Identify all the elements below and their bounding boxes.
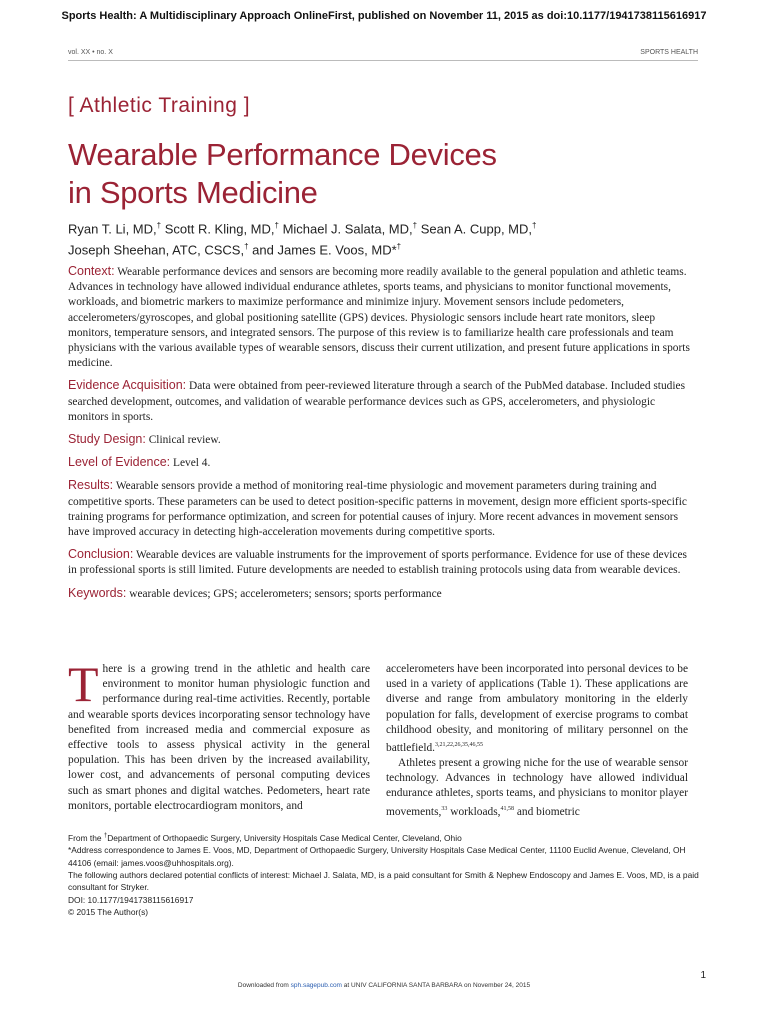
- body-paragraph: There is a growing trend in the athletic and health care environment to monitor human physiologic function and performance during real-time activities. Recently, portable and wearable sports devices incorporating sensor technology have benefited from increased media and commercial exposure as effective tools to assess physical activity in the general population. This has been driven by the increased availability, lower cost, and advancements of personal computing devices such as smart phones and digital watches. Pedometers, heart rate monitors, portable electrocardiogram monitors, and: [68, 656, 370, 812]
- download-notice: Downloaded from sph.sagepub.com at UNIV CALIFORNIA SANTA BARBARA on November 24, 2015: [237, 982, 531, 989]
- section-label: [ Athletic Training ]: [68, 94, 251, 117]
- affiliation-mark: †: [396, 242, 402, 252]
- abstract-heading: Level of Evidence:: [68, 455, 171, 470]
- running-header-volume: vol. XX • no. X: [68, 49, 113, 56]
- publication-banner: Sports Health: A Multidisciplinary Approach OnlineFirst, published on November 11, 2015 as doi:10.1177/1941738115616917: [61, 10, 707, 22]
- abstract-heading: Context:: [68, 264, 115, 278]
- author-li: Ryan T. Li, MD,: [68, 221, 157, 237]
- running-header-journal: SPORTS HEALTH: [640, 49, 698, 56]
- download-link[interactable]: sph.sagepub.com: [290, 982, 342, 989]
- abstract-text: Wearable devices are valuable instruments for the improvement of sports performance. Evidence for use of these devices in professional sports is still limited. Future developments are needed to establish training protocols using data from wearable devices.: [68, 549, 687, 577]
- drop-cap: T: [68, 656, 99, 712]
- author-cupp: Sean A. Cupp, MD,: [420, 221, 532, 237]
- citation-refs: 41,58: [500, 805, 515, 812]
- affiliation-mark: †: [274, 221, 279, 230]
- body-column-left: [68, 656, 370, 814]
- abstract-text: Clinical review.: [148, 434, 221, 447]
- abstract-keywords: [68, 586, 696, 602]
- author-sheehan: Joseph Sheehan, ATC, CSCS,: [68, 242, 245, 258]
- article-title: [68, 136, 708, 212]
- abstract-heading: Keywords:: [68, 585, 127, 600]
- footnote-copyright: © 2015 The Author(s): [68, 907, 149, 918]
- abstract-heading: Study Design:: [68, 432, 146, 447]
- abstract-evidence: [68, 378, 696, 425]
- author-salata: Michael J. Salata, MD,: [282, 221, 413, 237]
- body-paragraph: accelerometers have been incorporated into personal devices to be used in a variety of applications (Table 1). These applications are diverse and range from ambulatory monitoring in the elderly population for falls, development of exercise programs to combat childhood obesity, and monitoring of military personnel on the battlefield.$^{3,21,22,26,35,46,55}$: [386, 663, 688, 754]
- author-list: [68, 217, 708, 260]
- abstract: [68, 264, 696, 609]
- body-column-right: [386, 662, 688, 820]
- abstract-text: Wearable performance devices and sensors are becoming more readily available to the general population and athletic teams. Advances in technology have allowed individual endurance athletes, sports teams, and physicians to monitor functional movements, workloads, and biometric markers to maximize performance and minimize injury. Movement sensors include pedometers, accelerometers/gyroscopes, and global positioning satellite (GPS) devices. Physiologic sensors include heart rate monitors, sleep monitors, temperature sensors, and integrated sensors. The purpose of this review is to familiarize health care professionals and team physicians with the various available types of wearable sensors, discuss their current utilization, and present future applications in sports medicine.: [68, 266, 690, 370]
- author-voos: and James E. Voos, MD*: [252, 242, 397, 258]
- footnotes: [68, 830, 708, 919]
- citation-refs: 3,21,22,26,35,46,55: [435, 742, 484, 749]
- abstract-context: [68, 264, 696, 371]
- abstract-text: wearable devices; GPS; accelerometers; sensors; sports performance: [129, 587, 442, 600]
- abstract-design: [68, 432, 696, 448]
- affiliation-mark: †: [244, 242, 249, 252]
- abstract-text: Wearable sensors provide a method of monitoring real-time physiologic and movement parameters during training and competitive sports. These parameters can be used to detect position-specific patterns in movement, design more efficient sports-specific training programs for performance optimization, and screen for potential causes of injury. More recent advances in movement sensors have improved accuracy in detecting high-acceleration movements during competitive sports.: [68, 480, 687, 539]
- abstract-text: Level 4.: [173, 457, 211, 470]
- abstract-conclusion: [68, 547, 696, 578]
- abstract-heading: Results:: [68, 478, 114, 493]
- affiliation-mark: †: [412, 221, 418, 230]
- body-paragraph: Athletes present a growing niche for the use of wearable sensor technology. Advances in technology have allowed individual endurance athletes, sports teams, and physicians to monitor player movements,$^{33}$ workloads,$^{41,58}$ and biometric: [386, 757, 688, 818]
- abstract-results: [68, 478, 696, 540]
- footnote-conflicts: The following authors declared potential conflicts of interest: Michael J. Salata, MD, is a paid consultant for Smith & Nephew Endoscopy and James E. Voos, MD, is a paid consultant for Stryker.: [68, 870, 699, 893]
- abstract-heading: Conclusion:: [68, 547, 134, 562]
- footnote-doi: DOI: 10.1177/1941738115616917: [68, 894, 194, 905]
- title-line-1: Wearable Performance Devices: [68, 137, 497, 172]
- abstract-text: Data were obtained from peer-reviewed literature through a search of the PubMed database. Included studies searched development, outcomes, and validation of wearable performance devices such as GPS, accelerometers, and physiologic monitors in sports.: [68, 380, 686, 423]
- abstract-level: [68, 455, 696, 471]
- author-kling: Scott R. Kling, MD,: [164, 221, 275, 237]
- citation-refs: 33: [441, 805, 448, 812]
- abstract-heading: Evidence Acquisition:: [68, 378, 187, 393]
- affiliation-mark: †: [156, 221, 162, 230]
- title-line-2: in Sports Medicine: [68, 175, 318, 210]
- page-number: 1: [700, 970, 706, 981]
- footnote-correspondence: *Address correspondence to James E. Voos, MD, Department of Orthopaedic Surgery, University Hospitals Case Medical Center, 11100 Euclid Avenue, Cleveland, OH 44106 (email: james.voos@uhhospitals.org).: [68, 845, 686, 868]
- header-rule: [68, 60, 698, 61]
- footnote-affiliation: From the †Department of Orthopaedic Surgery, University Hospitals Case Medical Center, Cleveland, Ohio: [68, 832, 462, 843]
- affiliation-mark: †: [532, 221, 537, 230]
